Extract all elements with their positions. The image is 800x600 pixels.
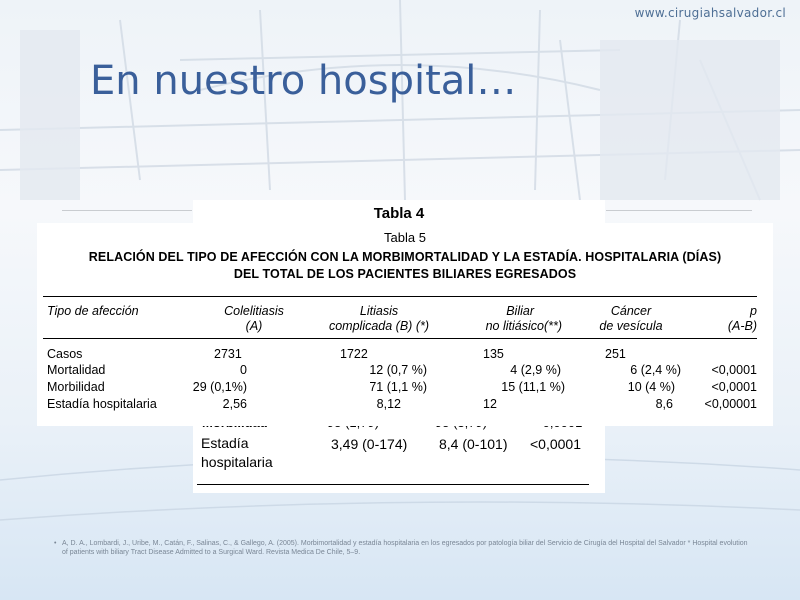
row-morbilidad-label: Morbilidad — [47, 380, 105, 394]
footnote-text: A, D. A., Lombardi, J., Uribe, M., Catán, F., Salinas, C., & Gallego, A. (2005). Morbimortalidad y estadía hospitalaria en los egresados por patología biliar del Servicio de Cirugía del Hospital del Salvador * Hospital evolution of patients with biliary Tract Disease Admitted to a Surgical Ward. Revista Medica De Chile, 5–9. — [62, 540, 748, 556]
row-morbilidad-a: 29 (0,1%) — [192, 380, 247, 394]
row-casos-b: 1722 — [340, 347, 368, 361]
header-tipo-line1: Tipo de afección — [47, 304, 139, 318]
row-casos-d: 251 — [605, 347, 626, 361]
back-row-label-1: Estadía — [201, 435, 249, 451]
row-mortalidad-b: 12 (0,7 %) — [369, 363, 427, 377]
table-header-rule — [43, 338, 757, 339]
site-url: www.cirugiahsalvador.cl — [634, 6, 786, 20]
row-morbilidad-b: 71 (1,1 %) — [369, 380, 427, 394]
row-mortalidad-a: 0 — [240, 363, 247, 377]
row-mortalidad-p: <0,0001 — [711, 363, 757, 377]
slide-title: En nuestro hospital… — [90, 58, 517, 104]
divider-line — [606, 210, 752, 211]
front-table-title-2: DEL TOTAL DE LOS PACIENTES BILIARES EGRESADOS — [233, 267, 577, 281]
header-cancer — [591, 304, 671, 334]
row-mortalidad-c: 4 (2,9 %) — [510, 363, 561, 377]
header-p-line1: p — [750, 304, 757, 318]
table-top-rule — [43, 296, 757, 297]
row-estadia-d: 8,6 — [655, 397, 673, 411]
header-litiasis-line1: Litiasis — [359, 304, 399, 318]
header-tipo — [47, 304, 139, 319]
back-row-col2: 8,4 (0-101) — [439, 436, 508, 452]
reference-footnote — [54, 539, 752, 557]
header-litiasis-line2: complicada (B) (*) — [328, 319, 430, 333]
header-colelitiasis-line1: Colelitiasis — [224, 304, 284, 318]
row-casos-label: Casos — [47, 347, 83, 361]
row-estadia-b: 8,12 — [376, 397, 401, 411]
row-estadia-a: 2,56 — [222, 397, 247, 411]
back-table-label: Tabla 4 — [373, 205, 425, 222]
front-table — [37, 223, 773, 426]
row-morbilidad-c: 15 (11,1 %) — [501, 380, 565, 394]
row-mortalidad-d: 6 (2,4 %) — [630, 363, 681, 377]
row-casos-a: 2731 — [214, 347, 242, 361]
header-colelitiasis-line2: (A) — [245, 319, 263, 333]
row-casos-c: 135 — [483, 347, 504, 361]
header-cancer-line1: Cáncer — [610, 304, 652, 318]
row-morbilidad-d: 10 (4 %) — [627, 380, 675, 394]
header-p — [717, 304, 757, 334]
front-table-title-1: RELACIÓN DEL TIPO DE AFECCIÓN CON LA MORBIMORTALIDAD Y LA ESTADÍA. HOSPITALARIA (DÍAS) — [88, 250, 722, 264]
header-colelitiasis — [209, 304, 299, 334]
header-biliar-line1: Biliar — [506, 304, 534, 318]
header-cancer-line2: de vesícula — [599, 319, 663, 333]
header-biliar-line2: no litiásico(**) — [485, 319, 562, 333]
header-biliar — [462, 304, 562, 334]
row-morbilidad-p: <0,0001 — [711, 380, 757, 394]
header-litiasis — [319, 304, 439, 334]
row-estadia-p: <0,00001 — [704, 397, 757, 411]
back-table-bottom-rule — [197, 484, 589, 485]
back-row-label-2: hospitalaria — [201, 454, 273, 470]
row-estadia-label: Estadía hospitalaria — [47, 397, 157, 411]
row-estadia-c: 12 — [483, 397, 497, 411]
back-row-p: <0,0001 — [530, 436, 581, 452]
divider-line — [62, 210, 192, 211]
footnote-bullet: • — [54, 540, 57, 547]
front-table-label: Tabla 5 — [384, 230, 426, 245]
header-p-line2: (A-B) — [727, 319, 757, 333]
back-row-col1: 3,49 (0-174) — [331, 436, 408, 452]
row-mortalidad-label: Mortalidad — [47, 363, 106, 377]
